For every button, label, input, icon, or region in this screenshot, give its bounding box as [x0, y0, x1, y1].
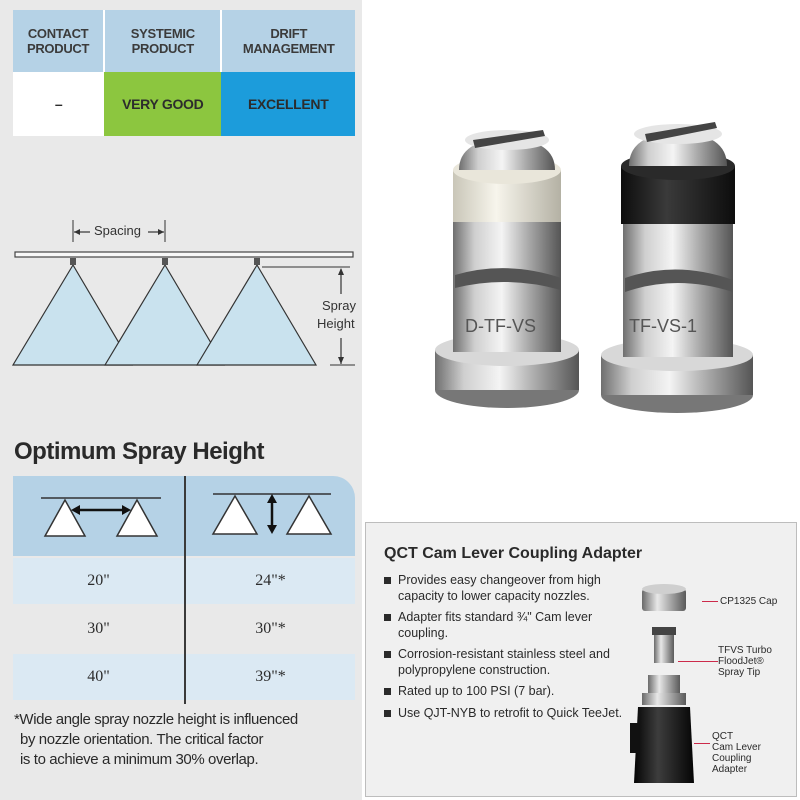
qct-feature-item: [384, 647, 634, 678]
rating-table: [13, 10, 355, 136]
osh-spacing-value: 40": [87, 668, 110, 685]
adapter-label-line: Cam Lever: [712, 742, 761, 753]
osh-height-value: 24"*: [255, 572, 286, 589]
feature-text: Adapter fits standard ¾" Cam lever coupling.: [398, 610, 593, 640]
feature-text: Provides easy changeover from high capacity to lower capacity nozzles.: [398, 573, 601, 603]
tip-label-line: FloodJet®: [718, 656, 764, 667]
right-nozzle-marking: TF-VS-1: [629, 316, 698, 336]
footnote-line: *Wide angle spray nozzle height is influenced: [14, 711, 298, 728]
left-panel: [0, 0, 362, 800]
bullet-icon: [384, 614, 391, 621]
bullet-icon: [384, 688, 391, 695]
adapter-leader-line: [694, 743, 710, 744]
bullet-icon: [384, 710, 391, 717]
osh-spacing-value: 20": [87, 572, 110, 589]
osh-spacing-value: 30": [87, 620, 110, 637]
qct-feature-list: [384, 573, 634, 727]
header-line: SYSTEMIC: [130, 26, 195, 41]
spacing-diagram: [10, 212, 362, 372]
spray-height-label-line1: Spray: [322, 298, 356, 313]
feature-text: Rated up to 100 PSI (7 bar).: [398, 684, 555, 698]
osh-height-value: 39"*: [255, 668, 286, 685]
left-nozzle-marking: D-TF-VS: [465, 316, 536, 336]
osh-height-value: 30"*: [255, 620, 286, 637]
feature-text: Corrosion-resistant stainless steel and polypropylene construction.: [398, 647, 610, 677]
value-systemic-product: VERY GOOD: [104, 72, 221, 136]
qct-feature-item: [384, 610, 634, 641]
footnote-line: by nozzle orientation. The critical factor: [20, 731, 264, 748]
header-line: PRODUCT: [26, 41, 90, 56]
tip-leader-line: [678, 661, 718, 662]
header-systemic-product: [104, 10, 221, 72]
qct-feature-item: [384, 684, 634, 700]
spray-height-label-line2: Height: [317, 316, 355, 331]
right-nozzle: [601, 122, 753, 413]
spacing-label: Spacing: [94, 223, 141, 238]
adapter-label: [712, 731, 761, 775]
header-contact-product: [13, 10, 104, 72]
qct-parts-illustration: [628, 583, 718, 793]
osh-column-divider: [184, 476, 186, 704]
left-nozzle: [435, 130, 579, 408]
header-line: MANAGEMENT: [242, 41, 335, 56]
cap-label: CP1325 Cap: [720, 596, 778, 607]
adapter-label-line: Adapter: [712, 764, 748, 775]
qct-title: QCT Cam Lever Coupling Adapter: [384, 545, 643, 562]
optimum-spray-height-title: Optimum Spray Height: [14, 438, 265, 465]
qct-feature-item: [384, 573, 634, 604]
feature-text: Use QJT-NYB to retrofit to Quick TeeJet.: [398, 705, 623, 720]
spray-height-footnote: [14, 710, 354, 770]
nozzle-illustration: [415, 110, 790, 440]
footnote-line: is to achieve a minimum 30% overlap.: [20, 751, 259, 768]
bullet-icon: [384, 577, 391, 584]
header-drift-management: [221, 10, 355, 72]
spacing-diagram-graphic: [10, 212, 362, 372]
tip-label-line: Spray Tip: [718, 667, 761, 678]
value-drift-management: EXCELLENT: [221, 72, 355, 136]
bullet-icon: [384, 651, 391, 658]
header-line: PRODUCT: [131, 41, 194, 56]
optimum-spray-height-table: [13, 476, 355, 704]
adapter-label-line: QCT: [712, 731, 734, 742]
qct-feature-item: [384, 706, 634, 722]
cap-leader-line: [702, 601, 718, 602]
adapter-label-line: Coupling: [712, 753, 752, 764]
qct-adapter-box: [365, 522, 797, 797]
tip-label-line: TFVS Turbo: [718, 645, 772, 656]
nozzle-photo: [415, 110, 790, 440]
value-contact-product: –: [13, 72, 104, 136]
tip-label: [718, 645, 772, 678]
header-line: DRIFT: [270, 26, 308, 41]
header-line: CONTACT: [27, 26, 89, 41]
